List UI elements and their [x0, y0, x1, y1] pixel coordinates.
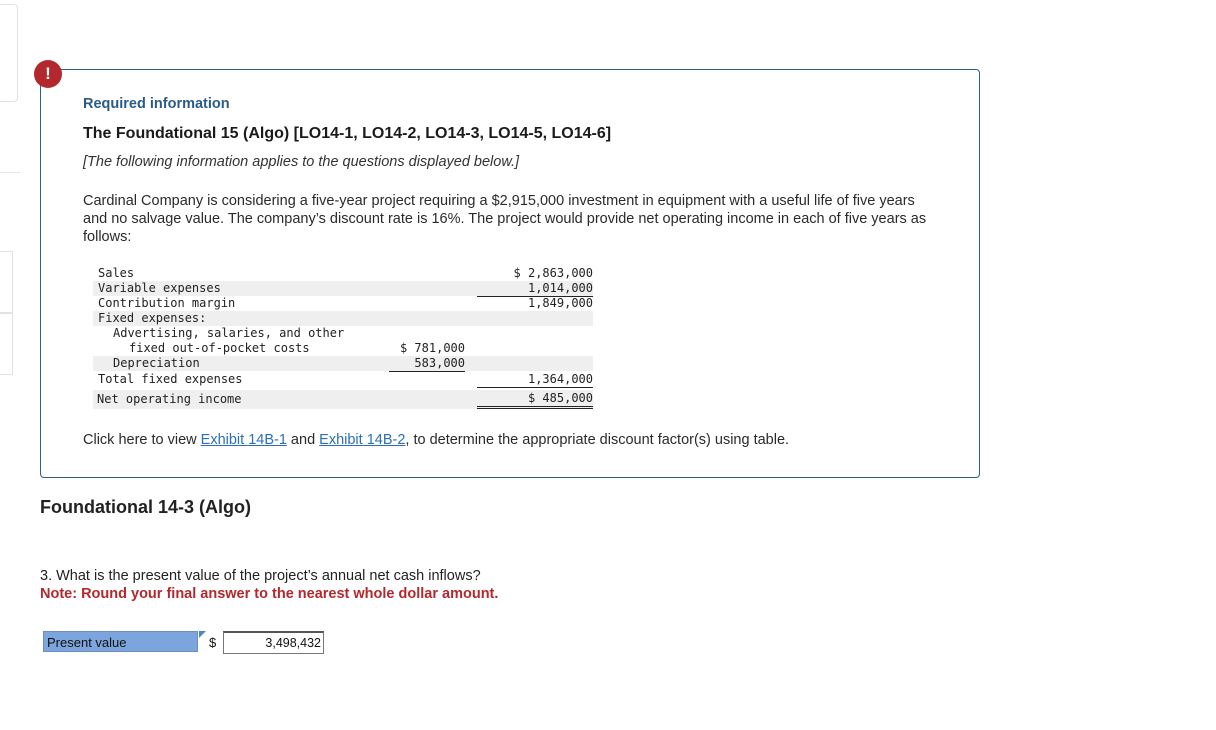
depreciation-amount: 583,000 [389, 356, 465, 372]
exhibit-14b-1-link[interactable]: Exhibit 14B-1 [200, 432, 287, 448]
total-fixed-expenses-label: Total fixed expenses [98, 372, 243, 386]
left-panel-edge [0, 4, 18, 102]
row-net-operating-income [93, 390, 593, 409]
required-information-panel [40, 69, 980, 478]
problem-description: Cardinal Company is considering a five-year project requiring a $2,915,000 investment in equipment with a useful life of five years and no salvage value. The company’s discount rate is 16%. The project would provide net operating income in each of five years as follows: [83, 193, 927, 245]
problem-title: The Foundational 15 (Algo) [LO14-1, LO14-2, LO14-3, LO14-5, LO14-6] [83, 125, 612, 142]
advertising-label-line1: Advertising, salaries, and other [113, 326, 345, 340]
exhibit-14b-2-link[interactable]: Exhibit 14B-2 [319, 432, 406, 448]
income-statement [93, 266, 593, 416]
variable-expenses-label: Variable expenses [98, 281, 221, 295]
fixed-expenses-label: Fixed expenses: [98, 311, 207, 325]
row-sales [93, 266, 593, 281]
left-panel-edge-lower [0, 251, 13, 313]
question-text: 3. What is the present value of the project’s annual net cash inflows? [40, 568, 481, 584]
present-value-label: Present value [43, 631, 198, 652]
exhibit-prefix: Click here to view [83, 432, 201, 448]
total-fixed-expenses-total: 1,364,000 [477, 372, 593, 388]
contribution-margin-label: Contribution margin [98, 296, 236, 310]
cell-flag-icon [199, 631, 206, 638]
row-fixed-expenses-header [93, 311, 593, 326]
variable-expenses-total: 1,014,000 [477, 281, 593, 297]
row-depreciation [93, 356, 593, 371]
net-operating-income-total: $ 485,000 [477, 391, 593, 409]
sales-label: Sales [98, 266, 135, 280]
row-advertising-line1 [93, 326, 593, 341]
alert-icon: ! [34, 60, 62, 88]
sales-total: $ 2,863,000 [513, 266, 593, 280]
section-title: Foundational 14-3 (Algo) [40, 497, 251, 517]
depreciation-label: Depreciation [113, 356, 200, 370]
row-advertising-line2 [93, 341, 593, 356]
contribution-margin-total: 1,849,000 [527, 296, 593, 310]
row-variable-expenses [93, 281, 593, 296]
answer-row [43, 631, 324, 654]
row-total-fixed-expenses [93, 372, 593, 387]
exhibit-middle: and [286, 432, 320, 448]
present-value-input[interactable] [223, 631, 324, 654]
advertising-label-line2: fixed out-of-pocket costs [129, 341, 310, 355]
required-information-label: Required information [83, 96, 230, 112]
net-operating-income-label: Net operating income [97, 392, 242, 406]
exhibit-instructions [83, 432, 789, 448]
advertising-amount: $ 781,000 [399, 341, 465, 355]
row-contribution-margin [93, 296, 593, 311]
left-panel-edge-bottom [0, 313, 13, 375]
rounding-note: Note: Round your final answer to the nearest whole dollar amount. [40, 586, 499, 602]
left-divider [0, 172, 20, 173]
currency-symbol: $ [209, 635, 217, 650]
exhibit-suffix: , to determine the appropriate discount factor(s) using table. [405, 432, 790, 448]
applies-note: [The following information applies to the questions displayed below.] [83, 154, 520, 170]
